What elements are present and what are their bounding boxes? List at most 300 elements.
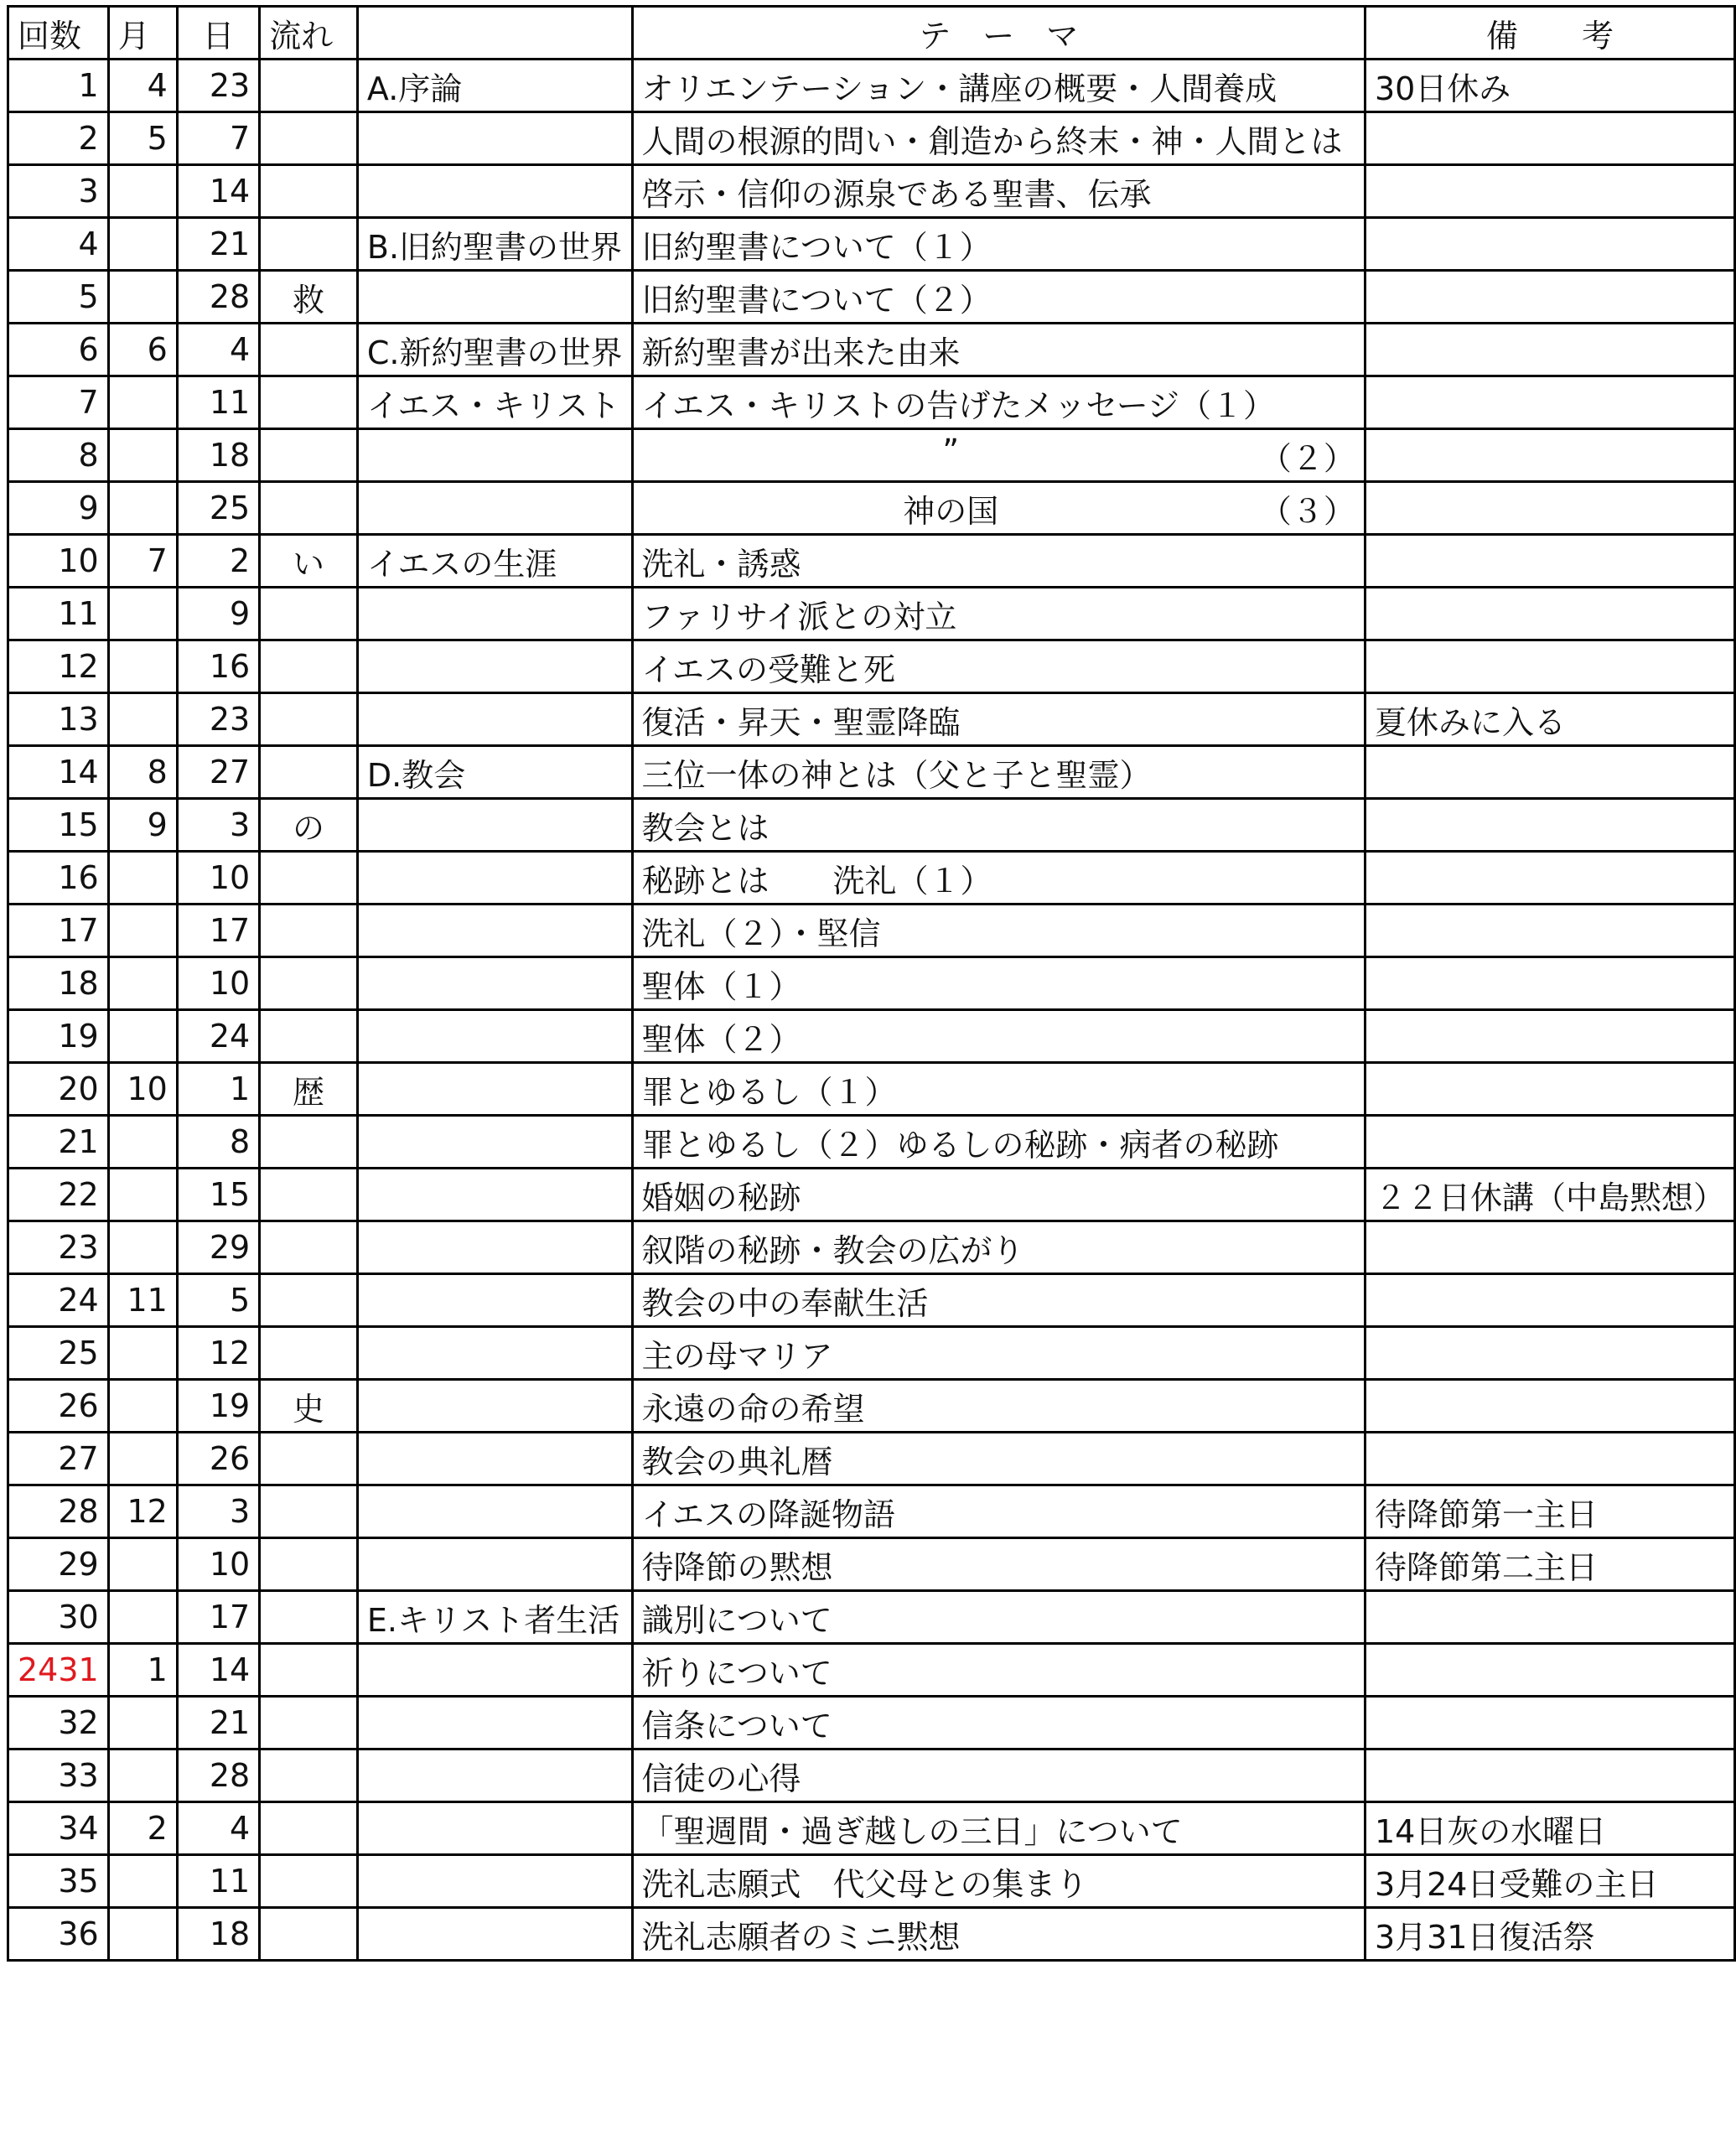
cell-flow: [260, 1116, 358, 1169]
cell-month: [108, 1380, 177, 1433]
table-row: [8, 1749, 1735, 1802]
cell-month: [108, 1010, 177, 1063]
cell-flow: [260, 1908, 358, 1961]
cell-notes: [1365, 640, 1734, 693]
table-row: [8, 1908, 1735, 1961]
cell-round: 4: [8, 218, 109, 271]
table-row: [8, 852, 1735, 905]
cell-notes: 14日灰の水曜日: [1365, 1802, 1734, 1855]
header-round: 回数: [8, 7, 109, 60]
cell-day: 11: [177, 376, 259, 429]
cell-notes: [1365, 1433, 1734, 1485]
cell-theme: 復活・昇天・聖霊降臨: [632, 693, 1365, 746]
cell-section: B.旧約聖書の世界: [357, 218, 632, 271]
cell-notes: [1365, 218, 1734, 271]
table-row: [8, 482, 1735, 535]
cell-flow: [260, 376, 358, 429]
cell-notes: [1365, 1327, 1734, 1380]
cell-section: [357, 482, 632, 535]
cell-month: [108, 1697, 177, 1749]
cell-notes: 待降節第一主日: [1365, 1485, 1734, 1538]
cell-section: [357, 1010, 632, 1063]
cell-month: [108, 905, 177, 957]
table-row: [8, 1485, 1735, 1538]
cell-section: [357, 271, 632, 324]
cell-round: 22: [8, 1169, 109, 1221]
cell-day: 28: [177, 271, 259, 324]
table-row: [8, 1697, 1735, 1749]
cell-notes: [1365, 535, 1734, 588]
table-row: [8, 693, 1735, 746]
cell-section: イエスの生涯: [357, 535, 632, 588]
header-row: [8, 7, 1735, 60]
cell-day: 23: [177, 693, 259, 746]
cell-month: [108, 1591, 177, 1644]
cell-section: [357, 1274, 632, 1327]
cell-round: 3: [8, 165, 109, 218]
schedule-sheet: [7, 5, 1736, 1962]
cell-notes: [1365, 588, 1734, 640]
cell-notes: [1365, 1274, 1734, 1327]
cell-flow: [260, 852, 358, 905]
cell-day: 16: [177, 640, 259, 693]
table-row: [8, 1538, 1735, 1591]
cell-notes: [1365, 429, 1734, 482]
cell-day: 21: [177, 218, 259, 271]
cell-theme: [632, 429, 1365, 482]
cell-month: 5: [108, 112, 177, 165]
schedule-body: [8, 60, 1735, 1961]
cell-section: [357, 1063, 632, 1116]
cell-round: 9: [8, 482, 109, 535]
cell-month: 9: [108, 799, 177, 852]
table-row: [8, 1169, 1735, 1221]
table-row: [8, 1433, 1735, 1485]
cell-month: [108, 1433, 177, 1485]
cell-month: [108, 640, 177, 693]
cell-section: [357, 852, 632, 905]
cell-section: [357, 1644, 632, 1697]
cell-round: 8: [8, 429, 109, 482]
cell-theme: 教会とは: [632, 799, 1365, 852]
cell-theme: 永遠の命の希望: [632, 1380, 1365, 1433]
cell-round: 26: [8, 1380, 109, 1433]
cell-month: [108, 1327, 177, 1380]
cell-theme: 洗礼（２）・堅信: [632, 905, 1365, 957]
table-row: [8, 1116, 1735, 1169]
cell-notes: [1365, 324, 1734, 376]
cell-flow: 史: [260, 1380, 358, 1433]
table-row: [8, 746, 1735, 799]
cell-section: イエス・キリスト: [357, 376, 632, 429]
cell-day: 12: [177, 1327, 259, 1380]
cell-theme: 識別について: [632, 1591, 1365, 1644]
cell-theme: 洗礼・誘惑: [632, 535, 1365, 588]
cell-flow: [260, 1169, 358, 1221]
cell-notes: [1365, 1591, 1734, 1644]
table-row: [8, 640, 1735, 693]
cell-month: [108, 218, 177, 271]
cell-round: 12: [8, 640, 109, 693]
cell-flow: [260, 1010, 358, 1063]
cell-flow: [260, 1274, 358, 1327]
cell-month: [108, 1908, 177, 1961]
cell-round: 1: [8, 60, 109, 112]
cell-section: [357, 588, 632, 640]
table-row: [8, 429, 1735, 482]
cell-day: 9: [177, 588, 259, 640]
cell-notes: [1365, 746, 1734, 799]
cell-flow: [260, 1485, 358, 1538]
cell-day: 8: [177, 1116, 259, 1169]
cell-round: 35: [8, 1855, 109, 1908]
cell-flow: [260, 905, 358, 957]
cell-day: 17: [177, 905, 259, 957]
cell-round: 19: [8, 1010, 109, 1063]
table-row: [8, 588, 1735, 640]
cell-theme: 洗礼志願式 代父母との集まり: [632, 1855, 1365, 1908]
cell-month: 10: [108, 1063, 177, 1116]
cell-round: 30: [8, 1591, 109, 1644]
cell-day: 7: [177, 112, 259, 165]
cell-month: 12: [108, 1485, 177, 1538]
cell-theme: 聖体（２）: [632, 1010, 1365, 1063]
table-row: [8, 1327, 1735, 1380]
cell-section: C.新約聖書の世界: [357, 324, 632, 376]
cell-flow: [260, 693, 358, 746]
cell-theme: 秘跡とは 洗礼（１）: [632, 852, 1365, 905]
cell-month: 6: [108, 324, 177, 376]
cell-theme: 信条について: [632, 1697, 1365, 1749]
theme-text: 神の国: [903, 492, 999, 530]
table-row: [8, 324, 1735, 376]
cell-round: 7: [8, 376, 109, 429]
cell-theme: 旧約聖書について（１）: [632, 218, 1365, 271]
cell-section: [357, 1380, 632, 1433]
cell-notes: [1365, 905, 1734, 957]
cell-theme: イエスの受難と死: [632, 640, 1365, 693]
cell-section: [357, 112, 632, 165]
theme-text: ”: [942, 432, 960, 469]
cell-section: [357, 1855, 632, 1908]
cell-month: 7: [108, 535, 177, 588]
cell-section: [357, 1802, 632, 1855]
cell-round: 21: [8, 1116, 109, 1169]
cell-day: 10: [177, 1538, 259, 1591]
cell-month: [108, 693, 177, 746]
cell-notes: [1365, 799, 1734, 852]
cell-month: [108, 1855, 177, 1908]
cell-round: 11: [8, 588, 109, 640]
cell-section: [357, 1908, 632, 1961]
cell-notes: [1365, 165, 1734, 218]
cell-section: [357, 1169, 632, 1221]
cell-flow: [260, 1855, 358, 1908]
theme-suffix: （２）: [1259, 439, 1355, 477]
cell-round: 28: [8, 1485, 109, 1538]
cell-notes: [1365, 1221, 1734, 1274]
cell-round: 16: [8, 852, 109, 905]
cell-section: [357, 1433, 632, 1485]
cell-theme: 旧約聖書について（２）: [632, 271, 1365, 324]
cell-day: 29: [177, 1221, 259, 1274]
cell-theme: 叙階の秘跡・教会の広がり: [632, 1221, 1365, 1274]
cell-notes: [1365, 1697, 1734, 1749]
table-row: [8, 1591, 1735, 1644]
cell-month: 1: [108, 1644, 177, 1697]
cell-section: [357, 165, 632, 218]
cell-notes: [1365, 957, 1734, 1010]
cell-flow: [260, 746, 358, 799]
cell-round: 10: [8, 535, 109, 588]
table-row: [8, 1010, 1735, 1063]
cell-day: 28: [177, 1749, 259, 1802]
cell-month: 2: [108, 1802, 177, 1855]
cell-flow: [260, 588, 358, 640]
cell-flow: [260, 1697, 358, 1749]
cell-flow: 救: [260, 271, 358, 324]
cell-notes: 夏休みに入る: [1365, 693, 1734, 746]
cell-flow: [260, 429, 358, 482]
cell-round: 18: [8, 957, 109, 1010]
cell-section: [357, 905, 632, 957]
cell-notes: 待降節第二主日: [1365, 1538, 1734, 1591]
cell-section: E.キリスト者生活: [357, 1591, 632, 1644]
cell-flow: 歴: [260, 1063, 358, 1116]
cell-round: 29: [8, 1538, 109, 1591]
cell-round: 24: [8, 1274, 109, 1327]
table-row: [8, 1855, 1735, 1908]
table-row: [8, 218, 1735, 271]
cell-theme: 教会の典礼暦: [632, 1433, 1365, 1485]
cell-theme: ファリサイ派との対立: [632, 588, 1365, 640]
cell-day: 27: [177, 746, 259, 799]
cell-day: 24: [177, 1010, 259, 1063]
table-row: [8, 905, 1735, 957]
cell-theme: オリエンテーション・講座の概要・人間養成: [632, 60, 1365, 112]
cell-flow: [260, 112, 358, 165]
cell-section: [357, 1327, 632, 1380]
cell-flow: [260, 640, 358, 693]
cell-day: 26: [177, 1433, 259, 1485]
cell-flow: い: [260, 535, 358, 588]
cell-month: 8: [108, 746, 177, 799]
cell-day: 2: [177, 535, 259, 588]
table-row: [8, 1063, 1735, 1116]
cell-section: [357, 1221, 632, 1274]
cell-day: 18: [177, 1908, 259, 1961]
cell-flow: [260, 1538, 358, 1591]
cell-day: 19: [177, 1380, 259, 1433]
header-flow: 流れ: [260, 7, 358, 60]
cell-notes: [1365, 1063, 1734, 1116]
cell-month: 11: [108, 1274, 177, 1327]
cell-section: [357, 1749, 632, 1802]
cell-flow: [260, 1591, 358, 1644]
cell-section: [357, 429, 632, 482]
cell-day: 17: [177, 1591, 259, 1644]
table-row: [8, 799, 1735, 852]
cell-day: 10: [177, 957, 259, 1010]
cell-round: 2431: [8, 1644, 109, 1697]
cell-section: D.教会: [357, 746, 632, 799]
cell-theme: 聖体（１）: [632, 957, 1365, 1010]
cell-day: 14: [177, 165, 259, 218]
cell-notes: [1365, 852, 1734, 905]
cell-day: 18: [177, 429, 259, 482]
cell-notes: [1365, 482, 1734, 535]
cell-round: 20: [8, 1063, 109, 1116]
cell-round: 13: [8, 693, 109, 746]
cell-round: 33: [8, 1749, 109, 1802]
cell-round: 17: [8, 905, 109, 957]
cell-day: 14: [177, 1644, 259, 1697]
table-row: [8, 1802, 1735, 1855]
header-month: 月: [108, 7, 177, 60]
cell-theme: 信徒の心得: [632, 1749, 1365, 1802]
table-row: [8, 60, 1735, 112]
cell-month: [108, 1221, 177, 1274]
schedule-table: [7, 5, 1736, 1962]
cell-theme: 教会の中の奉献生活: [632, 1274, 1365, 1327]
cell-notes: [1365, 1380, 1734, 1433]
cell-section: [357, 1538, 632, 1591]
cell-day: 10: [177, 852, 259, 905]
cell-round: 32: [8, 1697, 109, 1749]
table-row: [8, 535, 1735, 588]
cell-round: 34: [8, 1802, 109, 1855]
cell-notes: [1365, 1116, 1734, 1169]
cell-notes: ２２日休講（中島黙想）: [1365, 1169, 1734, 1221]
cell-month: [108, 429, 177, 482]
cell-notes: 30日休み: [1365, 60, 1734, 112]
cell-theme: 罪とゆるし（２）ゆるしの秘跡・病者の秘跡: [632, 1116, 1365, 1169]
cell-month: [108, 376, 177, 429]
cell-round: 27: [8, 1433, 109, 1485]
cell-round: 14: [8, 746, 109, 799]
cell-theme: 罪とゆるし（１）: [632, 1063, 1365, 1116]
cell-day: 5: [177, 1274, 259, 1327]
table-row: [8, 957, 1735, 1010]
header-section: [357, 7, 632, 60]
cell-flow: [260, 324, 358, 376]
cell-theme: 新約聖書が出来た由来: [632, 324, 1365, 376]
cell-day: 23: [177, 60, 259, 112]
table-row: [8, 1644, 1735, 1697]
cell-theme: イエスの降誕物語: [632, 1485, 1365, 1538]
cell-flow: [260, 1749, 358, 1802]
cell-section: [357, 1697, 632, 1749]
table-row: [8, 271, 1735, 324]
cell-section: [357, 1485, 632, 1538]
cell-month: [108, 482, 177, 535]
cell-flow: [260, 1221, 358, 1274]
cell-month: [108, 1169, 177, 1221]
cell-notes: [1365, 112, 1734, 165]
cell-round: 6: [8, 324, 109, 376]
cell-day: 4: [177, 1802, 259, 1855]
cell-theme: 三位一体の神とは（父と子と聖霊）: [632, 746, 1365, 799]
table-row: [8, 1274, 1735, 1327]
header-day: 日: [177, 7, 259, 60]
cell-day: 4: [177, 324, 259, 376]
cell-flow: [260, 957, 358, 1010]
cell-day: 25: [177, 482, 259, 535]
cell-section: A.序論: [357, 60, 632, 112]
cell-theme: 人間の根源的問い・創造から終末・神・人間とは: [632, 112, 1365, 165]
cell-theme: 啓示・信仰の源泉である聖書、伝承: [632, 165, 1365, 218]
cell-day: 3: [177, 799, 259, 852]
cell-notes: 3月31日復活祭: [1365, 1908, 1734, 1961]
cell-month: [108, 165, 177, 218]
cell-month: [108, 1749, 177, 1802]
cell-round: 25: [8, 1327, 109, 1380]
cell-month: [108, 957, 177, 1010]
cell-theme: 婚姻の秘跡: [632, 1169, 1365, 1221]
cell-flow: [260, 1327, 358, 1380]
cell-flow: [260, 165, 358, 218]
cell-theme: [632, 482, 1365, 535]
cell-notes: [1365, 1644, 1734, 1697]
table-row: [8, 376, 1735, 429]
cell-notes: [1365, 1010, 1734, 1063]
cell-notes: 3月24日受難の主日: [1365, 1855, 1734, 1908]
cell-day: 1: [177, 1063, 259, 1116]
cell-section: [357, 1116, 632, 1169]
cell-round: 2: [8, 112, 109, 165]
cell-section: [357, 693, 632, 746]
table-row: [8, 165, 1735, 218]
cell-round: 15: [8, 799, 109, 852]
cell-theme: 待降節の黙想: [632, 1538, 1365, 1591]
cell-day: 21: [177, 1697, 259, 1749]
cell-flow: [260, 482, 358, 535]
theme-suffix: （３）: [1259, 492, 1355, 530]
cell-flow: [260, 218, 358, 271]
cell-month: [108, 852, 177, 905]
cell-theme: イエス・キリストの告げたメッセージ（１）: [632, 376, 1365, 429]
cell-notes: [1365, 1749, 1734, 1802]
cell-month: 4: [108, 60, 177, 112]
cell-section: [357, 640, 632, 693]
cell-section: [357, 799, 632, 852]
header-theme: テ ー マ: [632, 7, 1365, 60]
cell-notes: [1365, 376, 1734, 429]
cell-day: 3: [177, 1485, 259, 1538]
cell-section: [357, 957, 632, 1010]
cell-flow: [260, 60, 358, 112]
cell-flow: [260, 1802, 358, 1855]
cell-month: [108, 588, 177, 640]
cell-round: 5: [8, 271, 109, 324]
table-row: [8, 112, 1735, 165]
cell-theme: 「聖週間・過ぎ越しの三日」について: [632, 1802, 1365, 1855]
cell-theme: 祈りについて: [632, 1644, 1365, 1697]
cell-flow: の: [260, 799, 358, 852]
table-row: [8, 1221, 1735, 1274]
cell-day: 11: [177, 1855, 259, 1908]
cell-round: 23: [8, 1221, 109, 1274]
table-row: [8, 1380, 1735, 1433]
header-notes: 備 考: [1365, 7, 1734, 60]
cell-month: [108, 1116, 177, 1169]
cell-month: [108, 271, 177, 324]
cell-theme: 洗礼志願者のミニ黙想: [632, 1908, 1365, 1961]
cell-notes: [1365, 271, 1734, 324]
cell-day: 15: [177, 1169, 259, 1221]
cell-round: 36: [8, 1908, 109, 1961]
cell-flow: [260, 1644, 358, 1697]
